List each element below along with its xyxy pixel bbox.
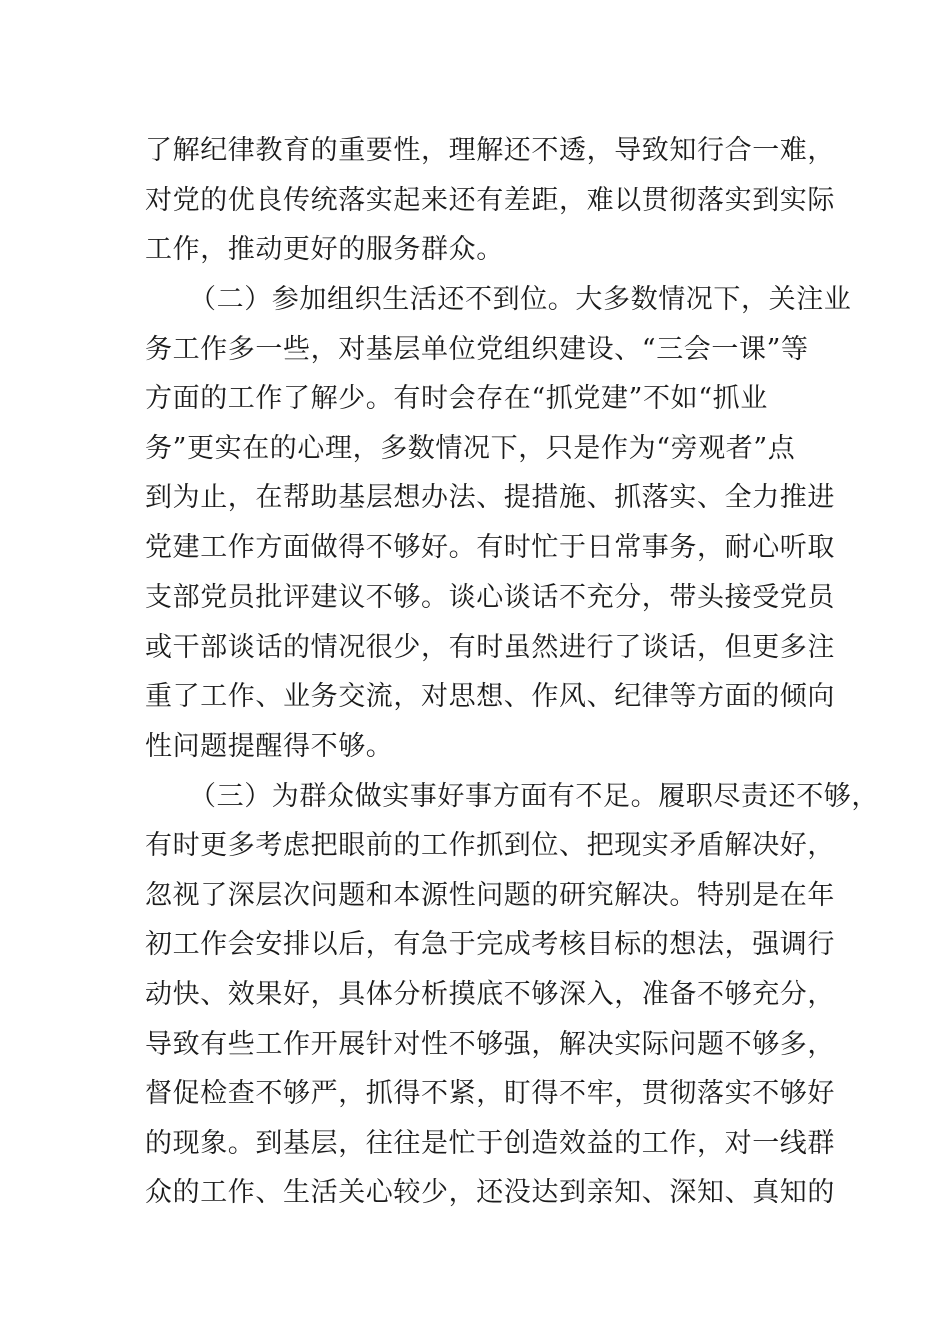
text-line: 动快、效果好，具体分析摸底不够深入，准备不够充分， (145, 979, 835, 1010)
text-line: 导致有些工作开展针对性不够强，解决实际问题不够多， (145, 1029, 835, 1060)
text-line: 或干部谈话的情况很少，有时虽然进行了谈话，但更多注 (145, 632, 835, 663)
text-line: 到为止，在帮助基层想办法、提措施、抓落实、全力推进 (145, 482, 835, 513)
text-line: 务工作多一些，对基层单位党组织建设、“三会一课”等 (145, 334, 809, 365)
text-line: 工作，推动更好的服务群众。 (145, 234, 504, 265)
text-line: 务”更实在的心理，多数情况下，只是作为“旁观者”点 (145, 433, 796, 464)
text-line: 重了工作、业务交流，对思想、作风、纪律等方面的倾向 (145, 681, 835, 712)
text-line: 了解纪律教育的重要性，理解还不透，导致知行合一难， (145, 135, 835, 166)
text-line: 忽视了深层次问题和本源性问题的研究解决。特别是在年 (145, 880, 835, 911)
paragraph-start-line: （二）参加组织生活还不到位。大多数情况下，关注业 (189, 284, 852, 315)
text-line: 有时更多考虑把眼前的工作抓到位、把现实矛盾解决好， (145, 830, 835, 861)
text-line: 督促检查不够严，抓得不紧，盯得不牢，贯彻落实不够好 (145, 1078, 835, 1109)
paragraph-start-line: （三）为群众做实事好事方面有不足。履职尽责还不够， (189, 781, 879, 812)
text-line: 对党的优良传统落实起来还有差距，难以贯彻落实到实际 (145, 185, 835, 216)
text-line: 支部党员批评建议不够。谈心谈话不充分，带头接受党员 (145, 582, 835, 613)
text-line: 性问题提醒得不够。 (145, 731, 394, 762)
text-line: 众的工作、生活关心较少，还没达到亲知、深知、真知的 (145, 1177, 835, 1208)
text-line: 的现象。到基层，往往是忙于创造效益的工作，对一线群 (145, 1128, 835, 1159)
text-line: 方面的工作了解少。有时会存在“抓党建”不如“抓业 (145, 383, 768, 414)
text-line: 初工作会安排以后，有急于完成考核目标的想法，强调行 (145, 929, 835, 960)
text-line: 党建工作方面做得不够好。有时忙于日常事务，耐心听取 (145, 532, 835, 563)
